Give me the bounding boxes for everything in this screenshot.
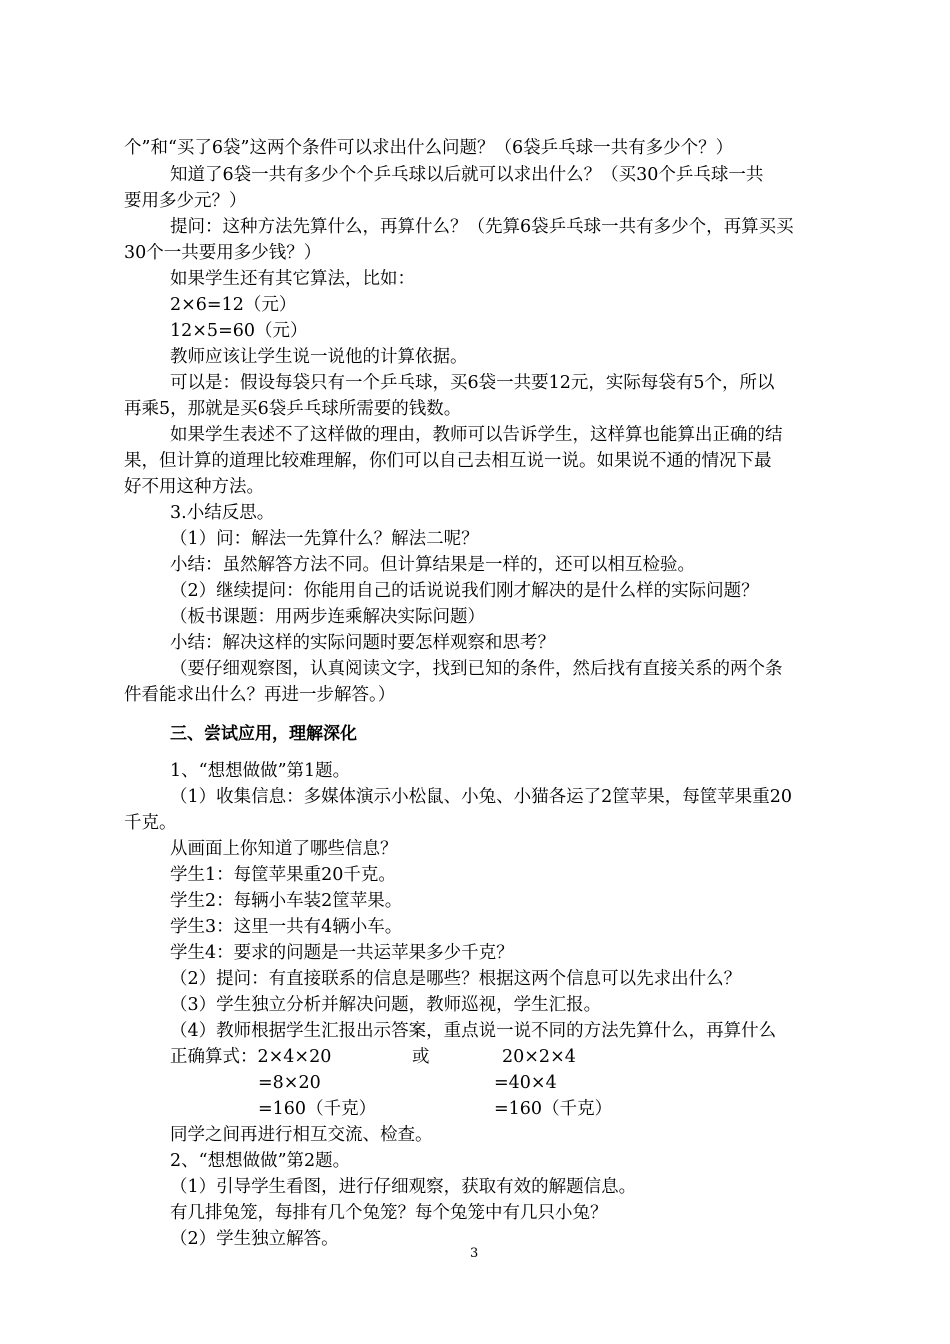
- formula-line: 2×6=12（元）: [170, 295, 297, 315]
- text-line: 同学之间再进行相互交流、检查。: [170, 1125, 433, 1145]
- text-line: 果，但计算的道理比较难理解，你们可以自己去相互说一说。如果说不通的情况下最: [124, 451, 772, 471]
- formula-line: =160（千克）: [258, 1099, 377, 1119]
- text-line: 好不用这种方法。: [124, 477, 264, 497]
- formula-line: 正确算式：2×4×20: [170, 1047, 332, 1067]
- formula-line: =40×4: [494, 1073, 557, 1093]
- text-line: 2、“想想做做”第2题。: [170, 1151, 351, 1171]
- text-line: 如果学生还有其它算法，比如：: [170, 269, 415, 289]
- text-line: （要仔细观察图，认真阅读文字，找到已知的条件，然后找有直接关系的两个条: [170, 659, 783, 679]
- text-line: （4）教师根据学生汇报出示答案，重点说一说不同的方法先算什么，再算什么: [170, 1021, 777, 1041]
- text-line: （1）收集信息：多媒体演示小松鼠、小兔、小猫各运了2筐苹果，每筐苹果重20: [170, 787, 793, 807]
- formula-line: =160（千克）: [494, 1099, 613, 1119]
- formula-line: =8×20: [258, 1073, 321, 1093]
- section-heading: 三、尝试应用，理解深化: [170, 724, 357, 744]
- text-line: 如果学生表述不了这样做的理由，教师可以告诉学生，这样算也能算出正确的结: [170, 425, 783, 445]
- text-line: 可以是：假设每袋只有一个乒乓球，买6袋一共要12元，实际每袋有5个，所以: [170, 373, 775, 393]
- text-line: 30个一共要用多少钱？）: [124, 243, 322, 263]
- text-line: 1、“想想做做”第1题。: [170, 761, 351, 781]
- text-line: 有几排兔笼，每排有几个兔笼？每个兔笼中有几只小兔？: [170, 1203, 608, 1223]
- text-line: 教师应该让学生说一说他的计算依据。: [170, 347, 468, 367]
- section-heading: 3.小结反思。: [170, 503, 275, 523]
- text-line: 小结：解决这样的实际问题时要怎样观察和思考？: [170, 633, 555, 653]
- text-line: （3）学生独立分析并解决问题，教师巡视，学生汇报。: [170, 995, 602, 1015]
- text-line: 千克。: [124, 813, 177, 833]
- text-line: 学生3：这里一共有4辆小车。: [170, 917, 403, 937]
- text-line: 小结：虽然解答方法不同。但计算结果是一样的，还可以相互检验。: [170, 555, 695, 575]
- text-line: （1）引导学生看图，进行仔细观察，获取有效的解题信息。: [170, 1177, 637, 1197]
- text-line: （1）问：解法一先算什么？解法二呢？: [170, 529, 479, 549]
- page-number: 3: [470, 1246, 479, 1261]
- text-line: 要用多少元？）: [124, 191, 247, 211]
- text-line: 个”和“买了6袋”这两个条件可以求出什么问题？（6袋乒乓球一共有多少个？）: [124, 138, 734, 158]
- text-line: （2）学生独立解答。: [170, 1229, 339, 1249]
- text-line: 学生4：要求的问题是一共运苹果多少千克？: [170, 943, 514, 963]
- text-line: 学生1：每筐苹果重20千克。: [170, 865, 396, 885]
- formula-line: 12×5=60（元）: [170, 321, 308, 341]
- text-line: 从画面上你知道了哪些信息？: [170, 839, 398, 859]
- formula-line: 20×2×4: [502, 1047, 576, 1067]
- text-line: （2）提问：有直接联系的信息是哪些？根据这两个信息可以先求出什么？: [170, 969, 742, 989]
- text-line: （2）继续提问：你能用自己的话说说我们刚才解决的是什么样的实际问题？: [170, 581, 759, 601]
- formula-connector: 或: [412, 1047, 430, 1067]
- text-line: 件看能求出什么？再进一步解答。）: [124, 685, 396, 705]
- text-line: 再乘5，那就是买6袋乒乓球所需要的钱数。: [124, 399, 462, 419]
- text-line: （板书课题：用两步连乘解决实际问题）: [170, 607, 485, 627]
- text-line: 提问：这种方法先算什么，再算什么？（先算6袋乒乓球一共有多少个，再算买买: [170, 217, 794, 237]
- text-line: 学生2：每辆小车装2筐苹果。: [170, 891, 403, 911]
- text-line: 知道了6袋一共有多少个个乒乓球以后就可以求出什么？（买30个乒乓球一共: [170, 165, 764, 185]
